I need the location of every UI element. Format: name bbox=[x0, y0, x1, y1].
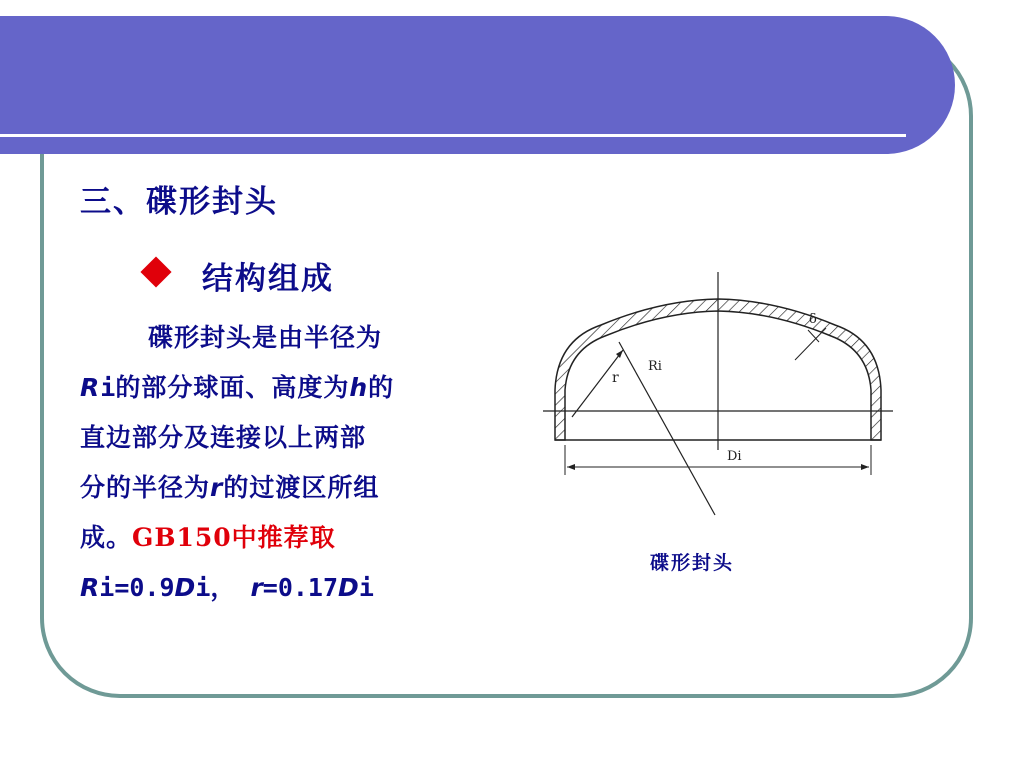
formula-R: R bbox=[80, 573, 100, 602]
arrowhead-icon bbox=[567, 464, 575, 470]
body-line-4 bbox=[80, 463, 490, 513]
formula-r: r bbox=[250, 573, 263, 602]
body-line-2 bbox=[80, 363, 490, 413]
arrowhead-icon bbox=[861, 464, 869, 470]
formula-sub: i bbox=[99, 573, 115, 602]
ri-symbol: R bbox=[80, 373, 101, 402]
body-text-segment: 分的半径为 bbox=[80, 473, 211, 502]
body-text-segment: 碟形封头是由半径为 bbox=[148, 323, 383, 352]
body-text-segment: 的 bbox=[368, 373, 395, 402]
body-line-3: 直边部分及连接以上两部 bbox=[80, 423, 367, 452]
r-symbol: r bbox=[210, 473, 224, 502]
header-rule bbox=[0, 134, 906, 137]
ri-radius-line bbox=[619, 342, 715, 515]
formula-D: D bbox=[338, 573, 359, 602]
section-title: 三、碟形封头 bbox=[80, 184, 278, 220]
formula-D: D bbox=[174, 573, 196, 602]
formula-value: =0.17 bbox=[262, 573, 339, 602]
body-paragraph bbox=[80, 313, 490, 613]
formula-sub: i bbox=[358, 573, 374, 602]
body-text-segment: 的部分球面、高度为 bbox=[115, 373, 350, 402]
label-r: r bbox=[612, 370, 619, 386]
formula-value: =0.9 bbox=[114, 573, 175, 602]
formula-line bbox=[80, 563, 490, 613]
arrowhead-icon bbox=[616, 350, 623, 358]
label-delta: δ bbox=[809, 312, 817, 327]
body-line-5 bbox=[80, 513, 490, 563]
bullet-heading: 结构组成 bbox=[202, 261, 334, 297]
body-line-1 bbox=[80, 313, 490, 363]
formula-sub: i bbox=[195, 573, 211, 602]
gb150-recommendation: GB150中推荐取 bbox=[132, 523, 336, 552]
h-symbol: h bbox=[349, 373, 369, 402]
dished-head-diagram bbox=[543, 270, 893, 520]
body-text-segment: 成。 bbox=[80, 523, 133, 552]
ri-subscript: i bbox=[100, 373, 116, 402]
figure-caption: 碟形封头 bbox=[650, 552, 735, 574]
label-di: Di bbox=[727, 449, 742, 464]
formula-separator: ， bbox=[210, 573, 251, 602]
label-ri: Ri bbox=[648, 359, 662, 374]
body-text-segment: 的过渡区所组 bbox=[223, 473, 380, 502]
